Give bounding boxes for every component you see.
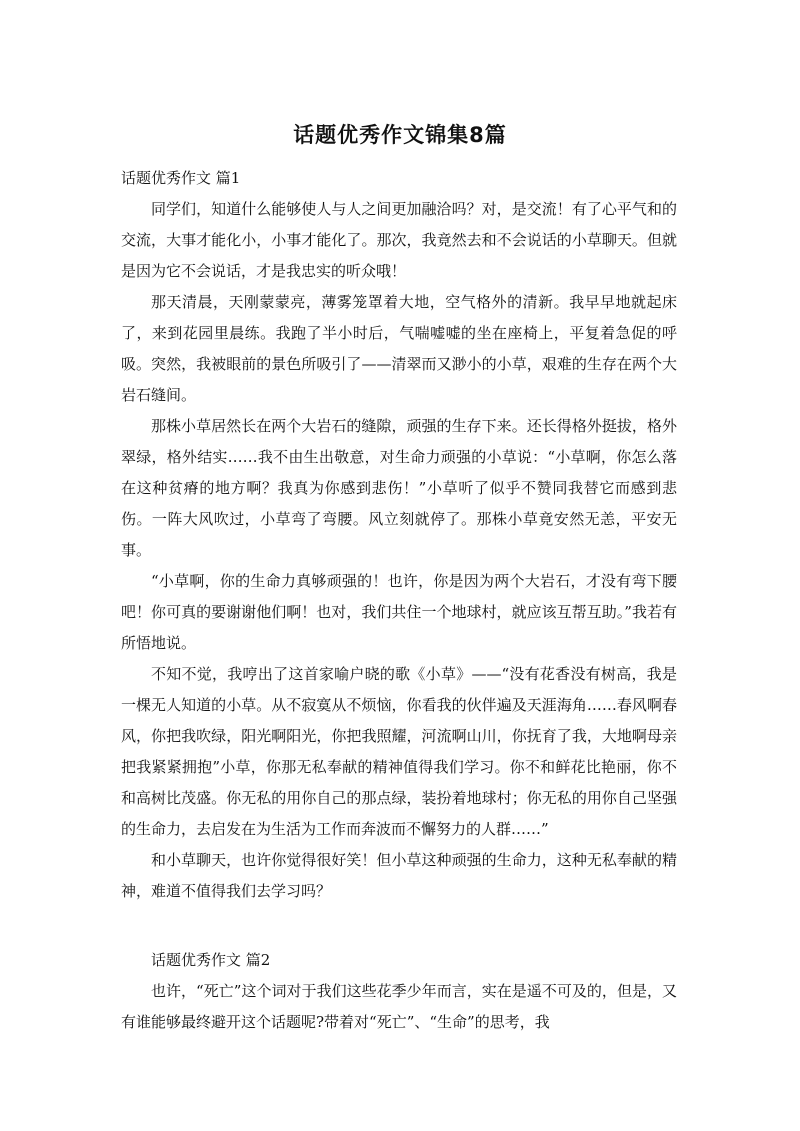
document-title: 话题优秀作文锦集8篇 <box>293 123 507 147</box>
paragraph: “小草啊，你的生命力真够顽强的！也许，你是因为两个大岩石，才没有弯下腰吧！你可真的要谢谢他们啊！也对，我们共住一个地球村，就应该互帮互助。”我若有所悟地说。 <box>121 572 677 652</box>
paragraph: 那株小草居然长在两个大岩石的缝隙，顽强的生存下来。还长得格外挺拔，格外翠绿，格外结实……我不由生出敬意，对生命力顽强的小草说：“小草啊，你怎么落在这种贫瘠的地方啊？我真为你感到悲伤！”小草听了似乎不赞同我替它而感到悲伤。一阵大风吹过，小草弯了弯腰。风立刻就停了。那株小草竟安然无恙，平安无事。 <box>121 417 677 559</box>
section-1-body <box>121 194 677 907</box>
section-1-heading: 话题优秀作文 篇1 <box>121 169 241 187</box>
section-2-heading: 话题优秀作文 篇2 <box>151 951 271 969</box>
section-2-body <box>121 976 677 1038</box>
paragraph: 和小草聊天，也许你觉得很好笑！但小草这种顽强的生命力，这种无私奉献的精神，难道不值得我们去学习吗？ <box>121 851 677 900</box>
paragraph: 不知不觉，我哼出了这首家喻户晓的歌《小草》——“没有花香没有树高，我是一棵无人知道的小草。从不寂寞从不烦恼，你看我的伙伴遍及天涯海角……春风啊春风，你把我吹绿，阳光啊阳光，你把我照耀，河流啊山川，你抚育了我，大地啊母亲把我紧紧拥抱”小草，你那无私奉献的精神值得我们学习。你不和鲜花比艳丽，你不和高树比茂盛。你无私的用你自己的那点绿，装扮着地球村；你无私的用你自己坚强的生命力，去启发在为生活为工作而奔波而不懈努力的人群……” <box>121 665 677 838</box>
paragraph: 那天清晨，天刚蒙蒙亮，薄雾笼罩着大地，空气格外的清新。我早早地就起床了，来到花园里晨练。我跑了半小时后，气喘嘘嘘的坐在座椅上，平复着急促的呼吸。突然，我被眼前的景色所吸引了——清翠而又渺小的小草，艰难的生存在两个大岩石缝间。 <box>121 293 677 404</box>
paragraph: 也许，“死亡”这个词对于我们这些花季少年而言，实在是遥不可及的，但是，又有谁能够最终避开这个话题呢?带着对“死亡”、“生命”的思考，我 <box>121 982 677 1031</box>
paragraph: 同学们，知道什么能够使人与人之间更加融洽吗？对，是交流！有了心平气和的交流，大事才能化小，小事才能化了。那次，我竟然去和不会说话的小草聊天。但就是因为它不会说话，才是我忠实的听众哦！ <box>121 200 677 280</box>
